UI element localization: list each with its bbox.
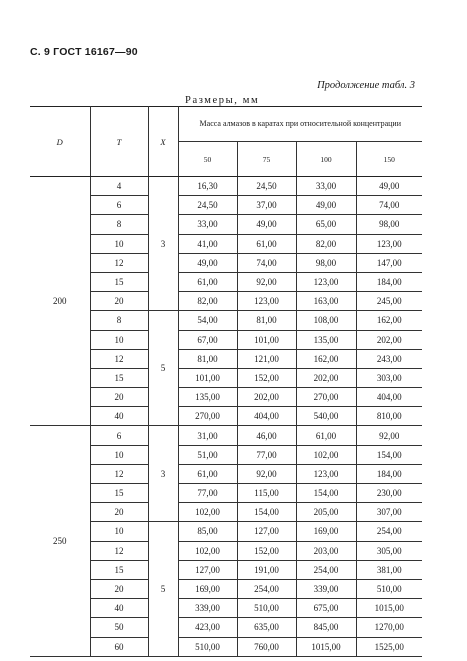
cell-t: 15 <box>90 272 148 291</box>
cell-t: 50 <box>90 618 148 637</box>
cell-mass: 33,00 <box>296 177 356 196</box>
cell-mass: 154,00 <box>356 445 422 464</box>
header-x-label: X <box>160 136 166 147</box>
cell-mass: 101,00 <box>178 368 237 387</box>
header-d-label: D <box>56 136 63 147</box>
cell-mass: 381,00 <box>356 560 422 579</box>
cell-mass: 675,00 <box>296 599 356 618</box>
cell-mass: 270,00 <box>296 388 356 407</box>
cell-mass: 127,00 <box>178 560 237 579</box>
cell-mass: 169,00 <box>178 579 237 598</box>
cell-mass: 98,00 <box>356 215 422 234</box>
cell-mass: 202,00 <box>237 388 296 407</box>
cell-mass: 254,00 <box>296 560 356 579</box>
cell-t: 20 <box>90 388 148 407</box>
header-t <box>90 107 148 177</box>
cell-mass: 61,00 <box>237 234 296 253</box>
cell-mass: 305,00 <box>356 541 422 560</box>
cell-mass: 510,00 <box>178 637 237 656</box>
cell-mass: 254,00 <box>356 522 422 541</box>
cell-t: 10 <box>90 522 148 541</box>
cell-mass: 339,00 <box>178 599 237 618</box>
cell-t: 8 <box>90 311 148 330</box>
cell-mass: 339,00 <box>296 579 356 598</box>
cell-t: 4 <box>90 177 148 196</box>
cell-mass: 184,00 <box>356 272 422 291</box>
cell-mass: 245,00 <box>356 292 422 311</box>
cell-x: 3 <box>148 426 178 522</box>
cell-mass: 152,00 <box>237 541 296 560</box>
cell-t: 6 <box>90 426 148 445</box>
cell-mass: 123,00 <box>237 292 296 311</box>
cell-mass: 307,00 <box>356 503 422 522</box>
cell-d: 250 <box>30 426 90 656</box>
cell-mass: 154,00 <box>237 503 296 522</box>
header-x <box>148 107 178 177</box>
cell-mass: 123,00 <box>356 234 422 253</box>
cell-mass: 154,00 <box>296 484 356 503</box>
cell-t: 10 <box>90 445 148 464</box>
cell-mass: 510,00 <box>356 579 422 598</box>
diamond-mass-table <box>30 106 422 657</box>
cell-mass: 152,00 <box>237 368 296 387</box>
cell-mass: 845,00 <box>296 618 356 637</box>
cell-mass: 1525,00 <box>356 637 422 656</box>
header-t-label: T <box>116 136 122 147</box>
cell-mass: 81,00 <box>178 349 237 368</box>
cell-mass: 74,00 <box>356 196 422 215</box>
cell-x: 3 <box>148 177 178 311</box>
header-conc-75: 75 <box>237 142 296 177</box>
cell-mass: 81,00 <box>237 311 296 330</box>
cell-t: 10 <box>90 234 148 253</box>
cell-t: 12 <box>90 541 148 560</box>
cell-mass: 46,00 <box>237 426 296 445</box>
cell-mass: 203,00 <box>296 541 356 560</box>
cell-mass: 135,00 <box>296 330 356 349</box>
cell-mass: 423,00 <box>178 618 237 637</box>
cell-mass: 49,00 <box>296 196 356 215</box>
cell-mass: 135,00 <box>178 388 237 407</box>
cell-mass: 1015,00 <box>296 637 356 656</box>
cell-mass: 61,00 <box>296 426 356 445</box>
cell-mass: 510,00 <box>237 599 296 618</box>
cell-x: 5 <box>148 522 178 656</box>
cell-mass: 162,00 <box>356 311 422 330</box>
cell-mass: 65,00 <box>296 215 356 234</box>
table-row <box>30 426 422 445</box>
cell-t: 20 <box>90 579 148 598</box>
cell-mass: 147,00 <box>356 253 422 272</box>
cell-mass: 41,00 <box>178 234 237 253</box>
cell-mass: 54,00 <box>178 311 237 330</box>
cell-mass: 404,00 <box>356 388 422 407</box>
cell-mass: 230,00 <box>356 484 422 503</box>
cell-t: 15 <box>90 560 148 579</box>
cell-mass: 98,00 <box>296 253 356 272</box>
cell-mass: 51,00 <box>178 445 237 464</box>
cell-mass: 77,00 <box>178 484 237 503</box>
cell-mass: 191,00 <box>237 560 296 579</box>
cell-mass: 169,00 <box>296 522 356 541</box>
cell-mass: 101,00 <box>237 330 296 349</box>
cell-mass: 202,00 <box>296 368 356 387</box>
cell-t: 20 <box>90 292 148 311</box>
cell-mass: 303,00 <box>356 368 422 387</box>
cell-mass: 92,00 <box>356 426 422 445</box>
table-title: Размеры, мм <box>185 95 260 106</box>
cell-mass: 254,00 <box>237 579 296 598</box>
cell-mass: 102,00 <box>178 503 237 522</box>
cell-mass: 67,00 <box>178 330 237 349</box>
cell-t: 60 <box>90 637 148 656</box>
cell-mass: 270,00 <box>178 407 237 426</box>
cell-mass: 49,00 <box>356 177 422 196</box>
cell-mass: 163,00 <box>296 292 356 311</box>
cell-mass: 61,00 <box>178 272 237 291</box>
cell-t: 6 <box>90 196 148 215</box>
cell-mass: 123,00 <box>296 272 356 291</box>
cell-mass: 33,00 <box>178 215 237 234</box>
table-continuation-label: Продолжение табл. 3 <box>317 80 415 91</box>
cell-mass: 1270,00 <box>356 618 422 637</box>
cell-mass: 127,00 <box>237 522 296 541</box>
cell-mass: 61,00 <box>178 464 237 483</box>
cell-mass: 16,30 <box>178 177 237 196</box>
header-conc-150: 150 <box>356 142 422 177</box>
cell-mass: 85,00 <box>178 522 237 541</box>
cell-t: 12 <box>90 464 148 483</box>
cell-t: 15 <box>90 484 148 503</box>
cell-mass: 243,00 <box>356 349 422 368</box>
cell-t: 12 <box>90 253 148 272</box>
header-mass-label: Масса алмазов в каратах при относительной концентрации <box>199 119 401 128</box>
cell-mass: 760,00 <box>237 637 296 656</box>
cell-t: 20 <box>90 503 148 522</box>
cell-mass: 24,50 <box>178 196 237 215</box>
cell-mass: 102,00 <box>296 445 356 464</box>
cell-t: 40 <box>90 599 148 618</box>
cell-t: 8 <box>90 215 148 234</box>
header-d <box>30 107 90 177</box>
cell-mass: 77,00 <box>237 445 296 464</box>
cell-mass: 115,00 <box>237 484 296 503</box>
cell-mass: 108,00 <box>296 311 356 330</box>
cell-t: 10 <box>90 330 148 349</box>
cell-mass: 49,00 <box>178 253 237 272</box>
table-row <box>30 177 422 196</box>
cell-mass: 1015,00 <box>356 599 422 618</box>
cell-mass: 92,00 <box>237 272 296 291</box>
cell-mass: 31,00 <box>178 426 237 445</box>
cell-mass: 24,50 <box>237 177 296 196</box>
cell-mass: 82,00 <box>178 292 237 311</box>
header-conc-50: 50 <box>178 142 237 177</box>
cell-mass: 635,00 <box>237 618 296 637</box>
page-header: С. 9 ГОСТ 16167—90 <box>30 46 138 58</box>
cell-mass: 49,00 <box>237 215 296 234</box>
cell-mass: 404,00 <box>237 407 296 426</box>
cell-mass: 162,00 <box>296 349 356 368</box>
table-body <box>30 177 422 657</box>
cell-d: 200 <box>30 177 90 426</box>
cell-mass: 202,00 <box>356 330 422 349</box>
cell-mass: 82,00 <box>296 234 356 253</box>
cell-t: 12 <box>90 349 148 368</box>
header-mass <box>178 107 422 142</box>
cell-t: 40 <box>90 407 148 426</box>
cell-mass: 74,00 <box>237 253 296 272</box>
cell-mass: 102,00 <box>178 541 237 560</box>
cell-mass: 121,00 <box>237 349 296 368</box>
cell-mass: 540,00 <box>296 407 356 426</box>
cell-t: 15 <box>90 368 148 387</box>
cell-mass: 37,00 <box>237 196 296 215</box>
cell-mass: 205,00 <box>296 503 356 522</box>
cell-mass: 92,00 <box>237 464 296 483</box>
header-conc-100: 100 <box>296 142 356 177</box>
cell-mass: 184,00 <box>356 464 422 483</box>
cell-x: 5 <box>148 311 178 426</box>
cell-mass: 123,00 <box>296 464 356 483</box>
cell-mass: 810,00 <box>356 407 422 426</box>
